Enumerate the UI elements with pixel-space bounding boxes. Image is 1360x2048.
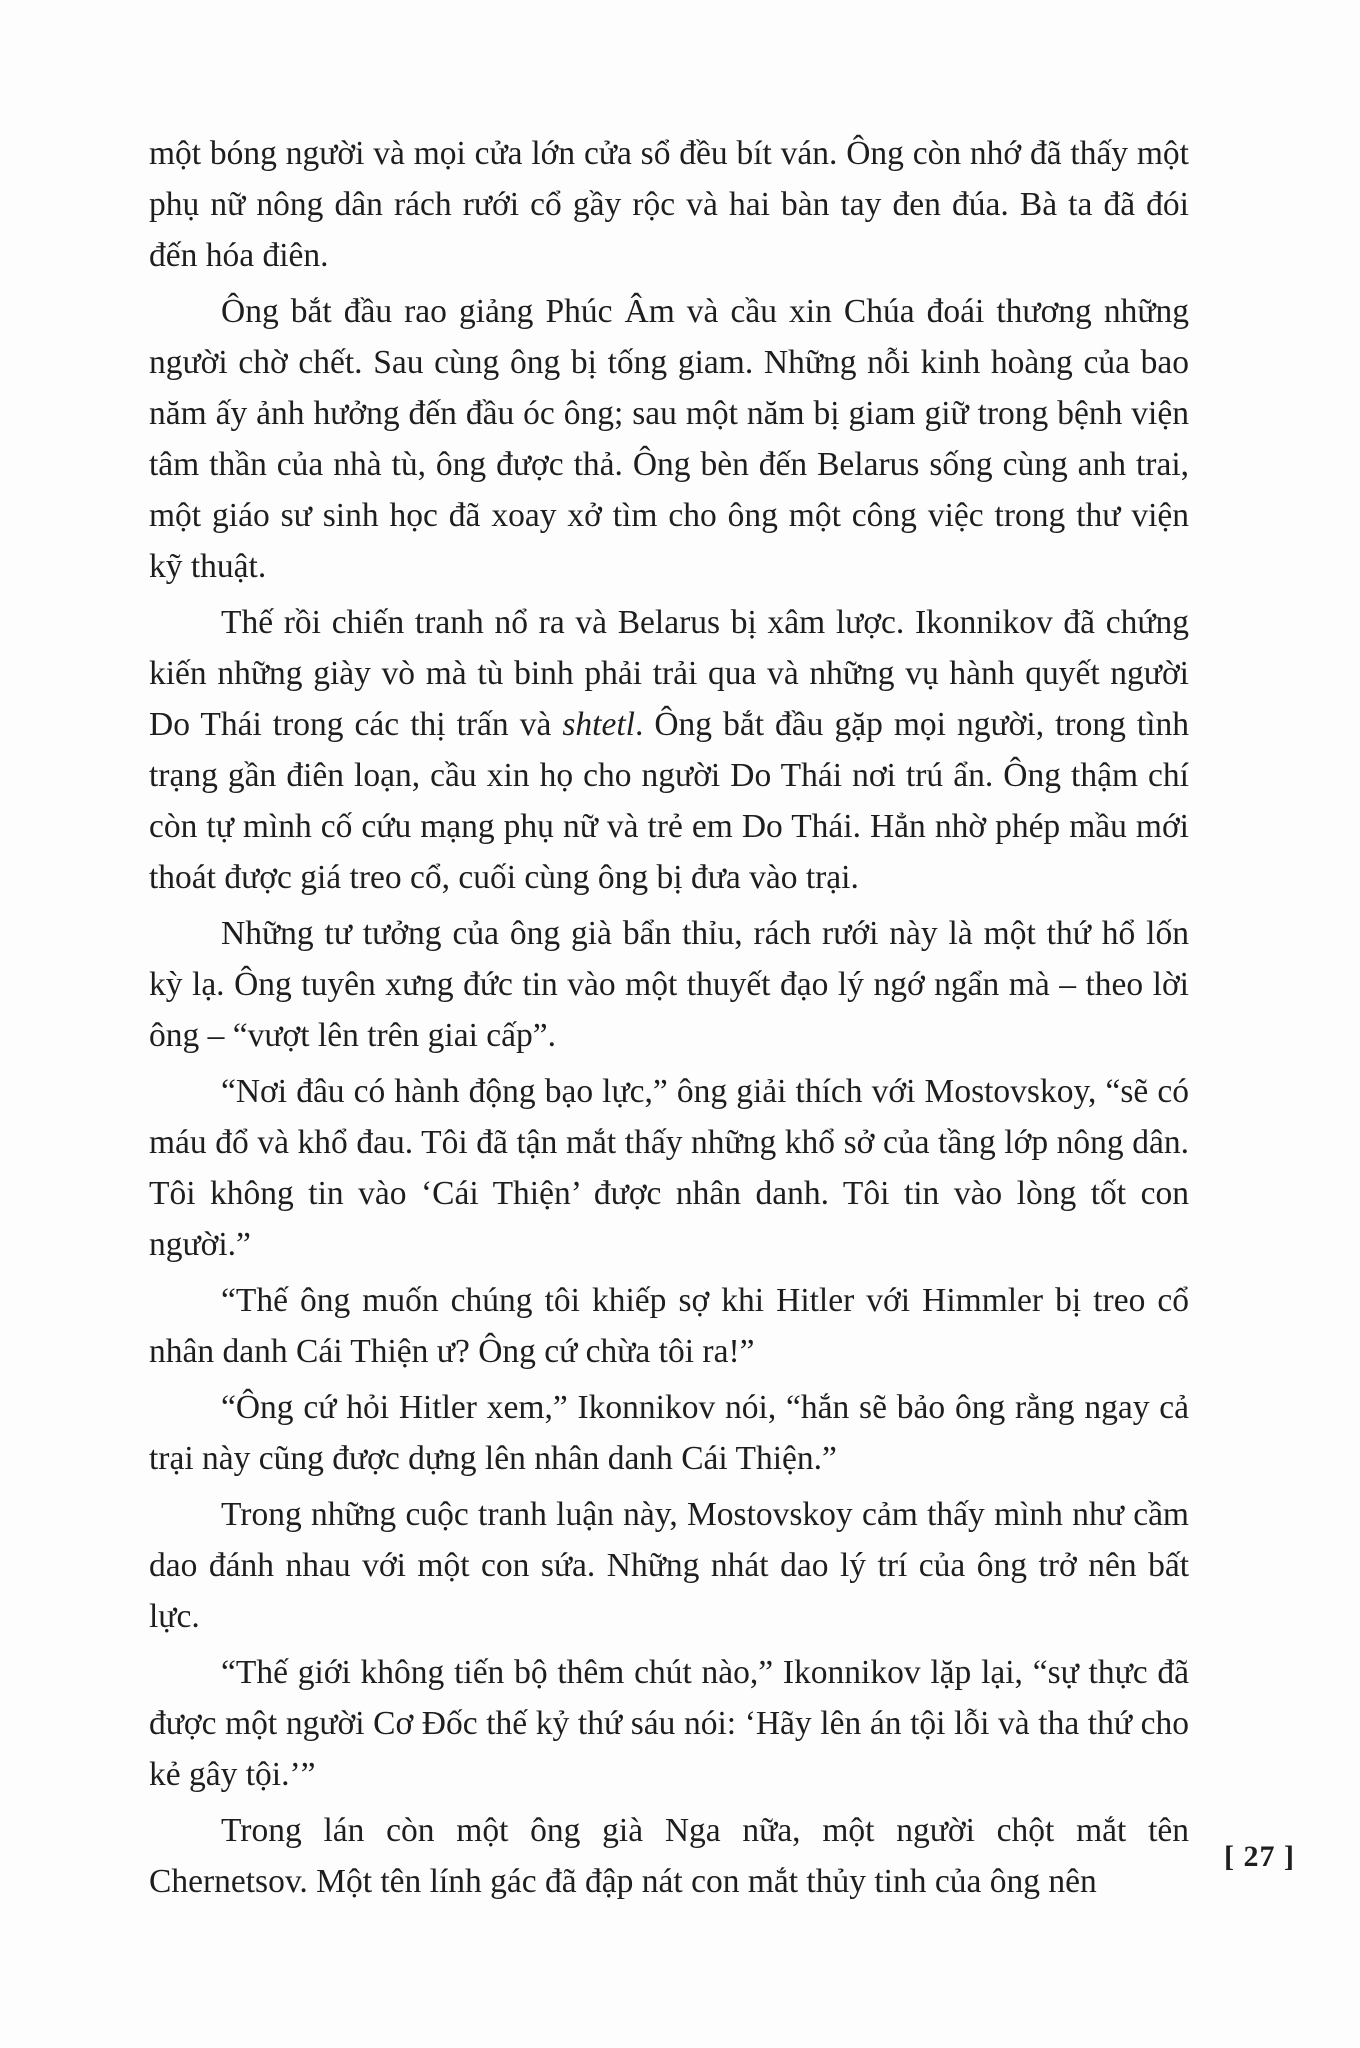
paragraph-2: Ông bắt đầu rao giảng Phúc Âm và cầu xin Chúa đoái thương những người chờ chết. Sau cùng ông bị tống giam. Những nỗi kinh hoàng của bao năm ấy ảnh hưởng đến đầu óc ông; sau một năm bị giam giữ trong bệnh viện tâm thần của nhà tù, ông được thả. Ông bèn đến Belarus sống cùng anh trai, một giáo sư sinh học đã xoay xở tìm cho ông một công việc trong thư viện kỹ thuật. bbox=[149, 293, 1189, 585]
paragraph-3-after: . Ông bắt đầu gặp mọi người, trong tình trạng gần điên loạn, cầu xin họ cho người Do Thái nơi trú ẩn. Ông thậm chí còn tự mình cố cứu mạng phụ nữ và trẻ em Do Thái. Hẳn nhờ phép mầu mới thoát được giá treo cổ, cuối cùng ông bị đưa vào trại. bbox=[149, 706, 1189, 896]
body-text bbox=[149, 128, 1189, 1907]
paragraph-3 bbox=[149, 597, 1189, 903]
paragraph-3-before: Thế rồi chiến tranh nổ ra và Belarus bị xâm lược. Ikonnikov đã chứng kiến những giày vò mà tù binh phải trải qua và những vụ hành quyết người Do Thái trong các thị trấn và bbox=[149, 604, 1189, 743]
page-number: [ 27 ] bbox=[1224, 1840, 1295, 1873]
paragraph-6: “Thế ông muốn chúng tôi khiếp sợ khi Hitler với Himmler bị treo cổ nhân danh Cái Thiện ư? Ông cứ chừa tôi ra!” bbox=[149, 1282, 1189, 1370]
paragraph-4: Những tư tưởng của ông già bẩn thỉu, rách rưới này là một thứ hổ lốn kỳ lạ. Ông tuyên xưng đức tin vào một thuyết đạo lý ngớ ngẩn mà – theo lời ông – “vượt lên trên giai cấp”. bbox=[149, 915, 1189, 1054]
paragraph-10: Trong lán còn một ông già Nga nữa, một người chột mắt tên Chernetsov. Một tên lính gác đã đập nát con mắt thủy tinh của ông nên bbox=[149, 1812, 1189, 1900]
paragraph-9: “Thế giới không tiến bộ thêm chút nào,” Ikonnikov lặp lại, “sự thực đã được một người Cơ Đốc thế kỷ thứ sáu nói: ‘Hãy lên án tội lỗi và tha thứ cho kẻ gây tội.’” bbox=[149, 1654, 1189, 1793]
paragraph-8: Trong những cuộc tranh luận này, Mostovskoy cảm thấy mình như cầm dao đánh nhau với một con sứa. Những nhát dao lý trí của ông trở nên bất lực. bbox=[149, 1496, 1189, 1635]
paragraph-5: “Nơi đâu có hành động bạo lực,” ông giải thích với Mostovskoy, “sẽ có máu đổ và khổ đau. Tôi đã tận mắt thấy những khổ sở của tầng lớp nông dân. Tôi không tin vào ‘Cái Thiện’ được nhân danh. Tôi tin vào lòng tốt con người.” bbox=[149, 1073, 1189, 1263]
italic-term-shtetl: shtetl bbox=[562, 706, 635, 743]
paragraph-7: “Ông cứ hỏi Hitler xem,” Ikonnikov nói, “hắn sẽ bảo ông rằng ngay cả trại này cũng được dựng lên nhân danh Cái Thiện.” bbox=[149, 1389, 1189, 1477]
paragraph-1: một bóng người và mọi cửa lớn cửa sổ đều bít ván. Ông còn nhớ đã thấy một phụ nữ nông dân rách rưới cổ gầy rộc và hai bàn tay đen đúa. Bà ta đã đói đến hóa điên. bbox=[149, 135, 1189, 274]
